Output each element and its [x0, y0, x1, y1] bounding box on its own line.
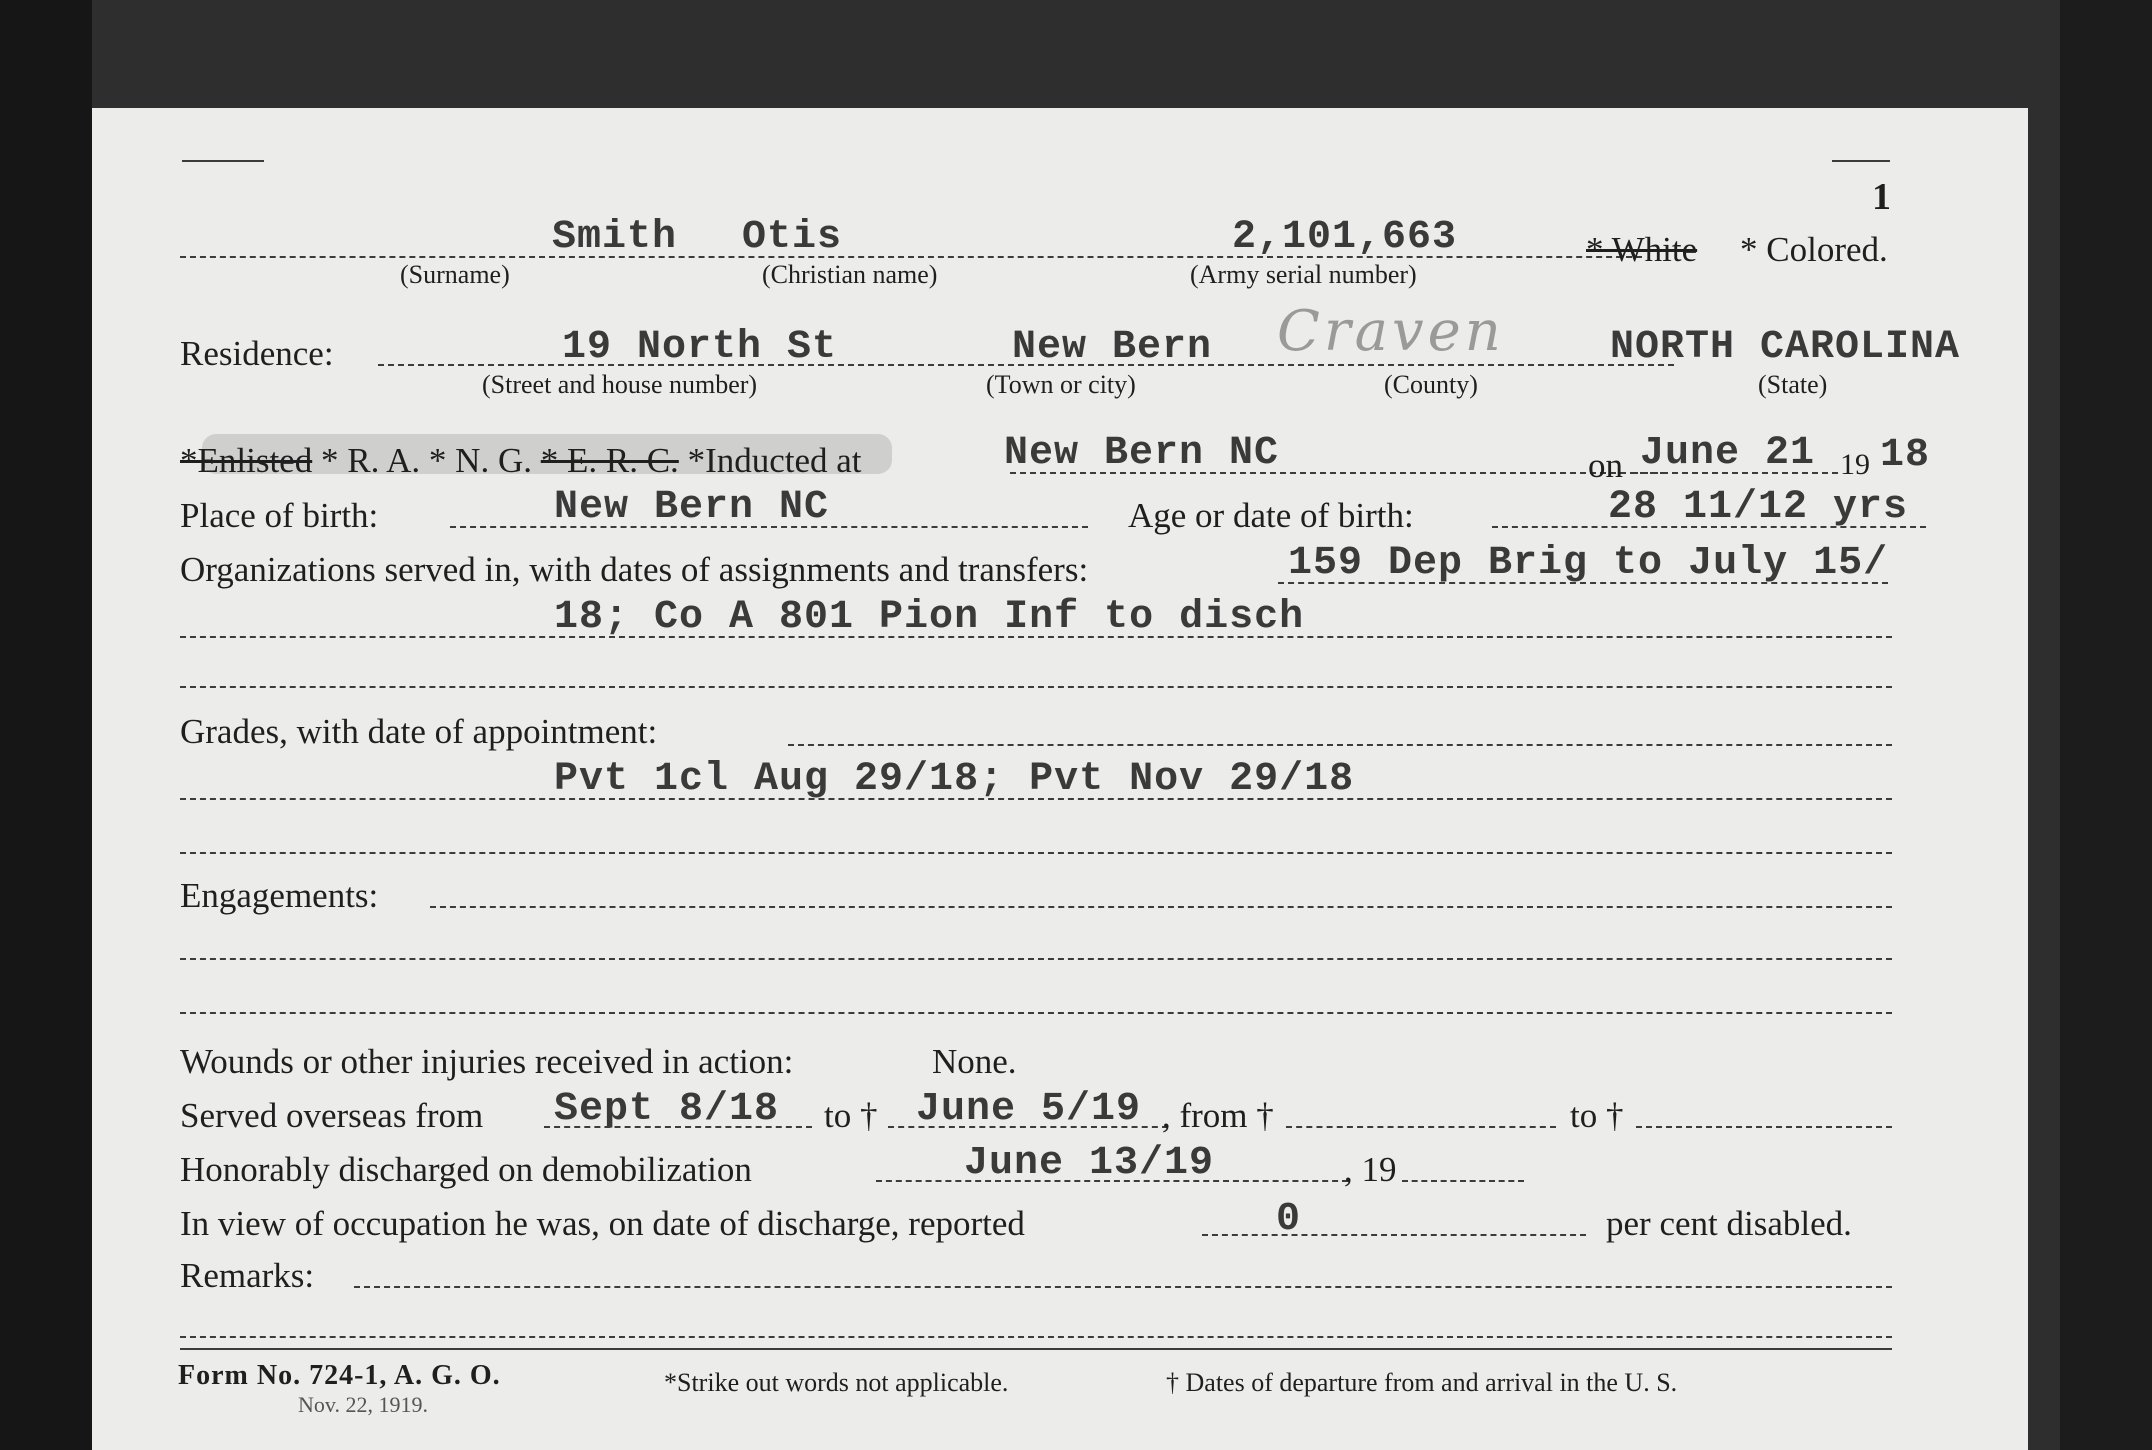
discharge-year-line [1402, 1180, 1524, 1182]
grades-line-3 [180, 852, 1892, 854]
overseas-from-label-2 [1162, 1098, 1274, 1133]
organizations-value-2: 18; Co A 801 Pion Inf to disch [554, 595, 1305, 640]
street-value: 19 North St [562, 325, 838, 370]
scan-left-border [0, 0, 92, 1450]
disability-line [1202, 1234, 1586, 1236]
county-caption: (County) [1384, 370, 1478, 399]
inducted-date-value: June 21 [1640, 431, 1816, 476]
dagger-3: † [1605, 1096, 1624, 1135]
disability-label: In view of occupation he was, on date of discharge, reported [180, 1204, 1025, 1243]
grades-line-1 [788, 744, 1892, 746]
card-number-rule [1832, 160, 1890, 162]
overseas-label: Served overseas from [180, 1096, 484, 1135]
year-suffix-value: 18 [1880, 433, 1931, 478]
ng-label: * N. G. [428, 441, 532, 480]
enlistment-labels [180, 443, 862, 478]
white-label: * White [1586, 230, 1698, 269]
scan-right-border [2060, 0, 2152, 1450]
overseas-to-label-2 [1570, 1098, 1623, 1133]
engagements-line-1 [430, 906, 1892, 908]
town-value: New Bern [1012, 325, 1213, 370]
overseas-to-text: to [824, 1096, 852, 1135]
disability-value: 0 [1276, 1197, 1302, 1242]
christian-name-value: Otis [742, 215, 843, 260]
engagements-line-3 [180, 1012, 1892, 1014]
inducted-label: *Inducted at [687, 441, 862, 480]
dagger-2: † [1256, 1096, 1274, 1135]
state-caption: (State) [1758, 370, 1828, 399]
organizations-line-3 [180, 686, 1892, 688]
dates-note: † Dates of departure from and arrival in the U. S. [1166, 1368, 1678, 1397]
overseas-from-value: Sept 8/18 [554, 1087, 780, 1132]
erc-label: * E. R. C. [540, 441, 679, 480]
enlisted-label: *Enlisted [180, 441, 313, 480]
form-date: Nov. 22, 1919. [298, 1392, 428, 1417]
engagements-line-2 [180, 958, 1892, 960]
birth-place-value: New Bern NC [554, 485, 830, 530]
discharge-date-value: June 13/19 [964, 1141, 1215, 1186]
grades-label: Grades, with date of appointment: [180, 712, 658, 751]
place-of-birth-label: Place of birth: [180, 496, 379, 535]
dagger-1: † [859, 1096, 878, 1135]
organizations-label: Organizations served in, with dates of assignments and transfers: [180, 550, 1089, 589]
engagements-label: Engagements: [180, 876, 379, 915]
card-number: 1 [1872, 176, 1891, 218]
age-value: 28 11/12 yrs [1608, 485, 1909, 530]
overseas-to-label [824, 1098, 877, 1133]
disability-suffix: per cent disabled. [1606, 1204, 1852, 1243]
town-caption: (Town or city) [986, 370, 1136, 399]
overseas-to-value: June 5/19 [916, 1087, 1142, 1132]
overseas-from-line-2 [1286, 1126, 1556, 1128]
street-caption: (Street and house number) [482, 370, 758, 399]
top-left-rule [182, 160, 264, 162]
remarks-label: Remarks: [180, 1256, 315, 1295]
ra-label: * R. A. [320, 441, 421, 480]
white-label-wrap [1586, 232, 1697, 267]
christian-name-caption: (Christian name) [762, 260, 938, 289]
form-number: Form No. 724-1, A. G. O. [178, 1360, 501, 1391]
discharge-year-label: , 19 [1344, 1150, 1397, 1189]
serial-number-value: 2,101,663 [1232, 215, 1458, 260]
remarks-line-1 [354, 1286, 1892, 1288]
state-value: NORTH CAROLINA [1610, 325, 1961, 370]
surname-caption: (Surname) [400, 260, 510, 289]
overseas-to-text-2: to [1570, 1096, 1598, 1135]
age-label: Age or date of birth: [1128, 496, 1414, 535]
inducted-place-value: New Bern NC [1004, 431, 1280, 476]
footer-rule [180, 1348, 1892, 1350]
serial-number-caption: (Army serial number) [1190, 260, 1417, 289]
year-prefix: 19 [1840, 448, 1870, 481]
on-label: on [1588, 446, 1623, 485]
discharge-label: Honorably discharged on demobilization [180, 1150, 752, 1189]
colored-label: * Colored. [1740, 230, 1888, 269]
remarks-line-2 [180, 1336, 1892, 1338]
county-value: Craven [1277, 299, 1505, 364]
residence-label: Residence: [180, 334, 334, 373]
strike-note: *Strike out words not applicable. [664, 1368, 1009, 1397]
overseas-to-line-2 [1636, 1126, 1892, 1128]
draft-record-card [92, 108, 2028, 1450]
organizations-value-1: 159 Dep Brig to July 15/ [1288, 541, 1889, 586]
wounds-value: None. [932, 1042, 1017, 1081]
surname-value: Smith [552, 215, 678, 260]
overseas-from-text-2: , from [1162, 1096, 1248, 1135]
wounds-label: Wounds or other injuries received in action: [180, 1042, 794, 1081]
grades-value: Pvt 1cl Aug 29/18; Pvt Nov 29/18 [554, 757, 1355, 802]
